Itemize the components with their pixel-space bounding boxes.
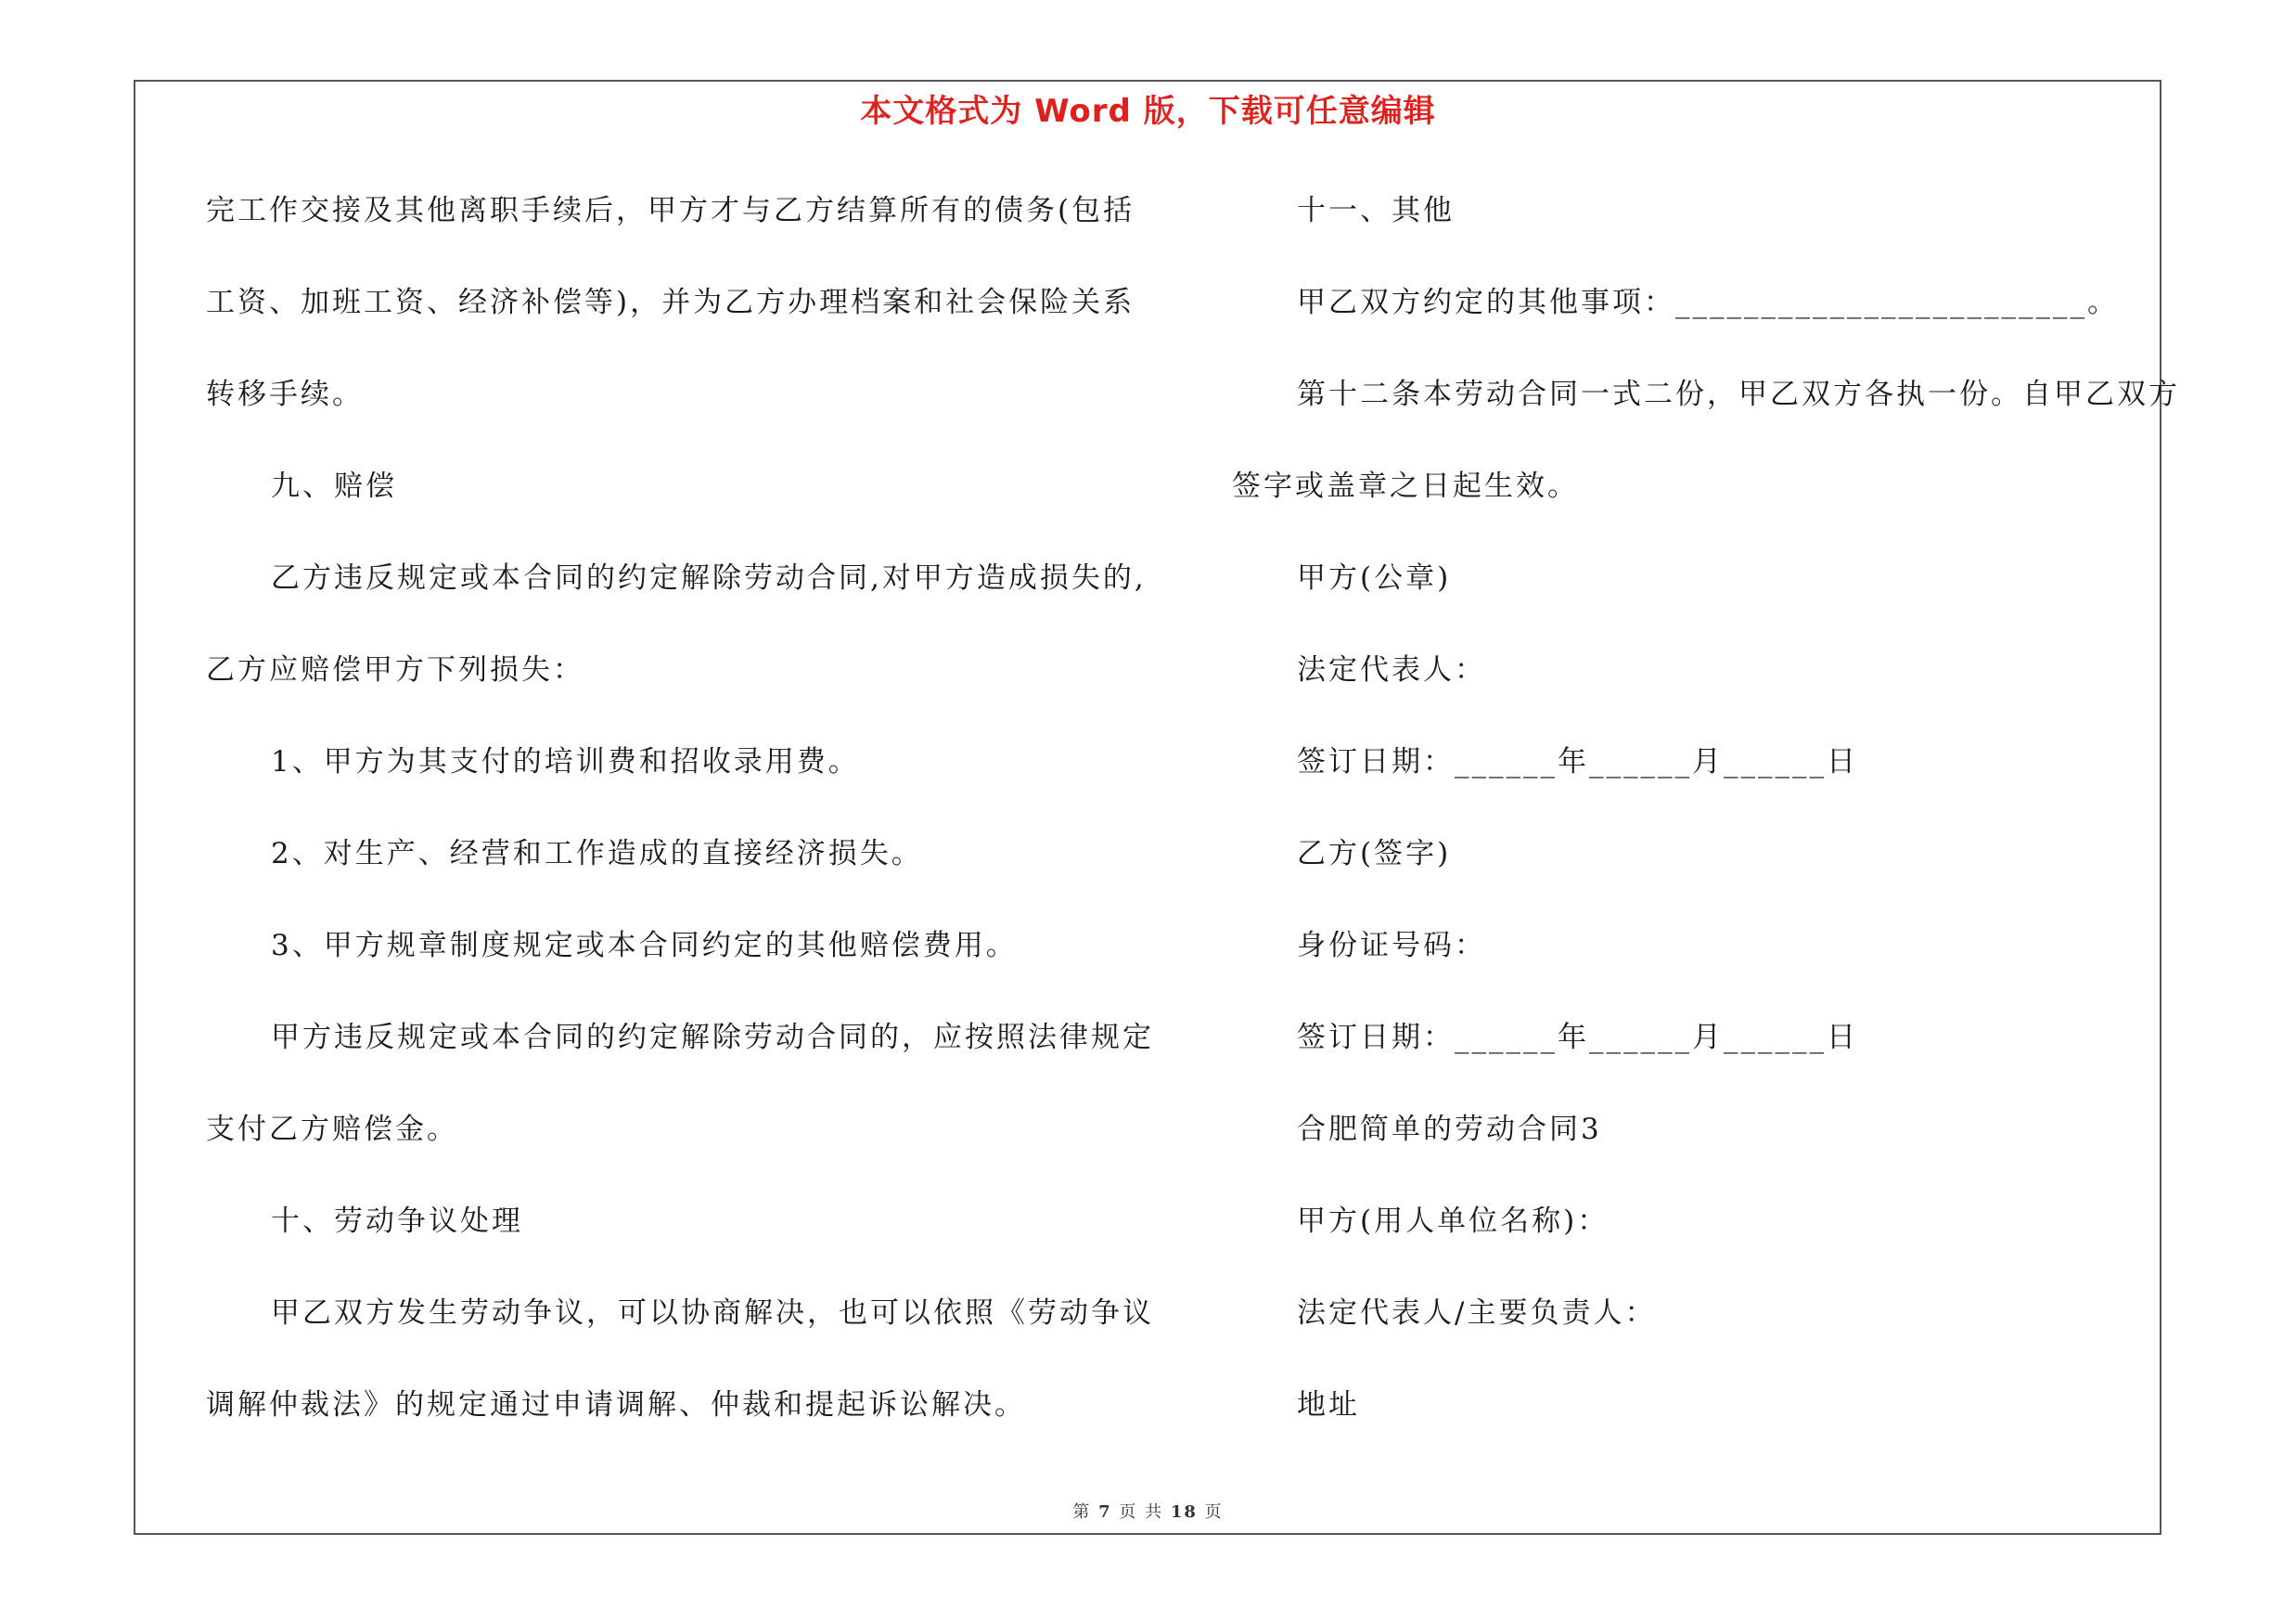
id-number-label: 身份证号码： [1297, 929, 1486, 962]
signature-legal-rep: 法定代表人： [1297, 653, 1486, 687]
footer-middle: 页 共 [1119, 1502, 1164, 1522]
paragraph-line: 签字或盖章之日起生效。 [1232, 470, 1579, 503]
signature-date-b: 签订日期：______年______月______日 [1297, 1021, 1858, 1054]
paragraph-line: 甲乙双方约定的其他事项：________________________。 [1297, 286, 2119, 319]
footer-prefix: 第 [1072, 1502, 1092, 1522]
signature-date-a: 签订日期：______年______月______日 [1297, 745, 1858, 779]
total-page-number: 18 [1170, 1502, 1198, 1522]
list-item: 2、对生产、经营和工作造成的直接经济损失。 [271, 837, 923, 870]
paragraph-line: 完工作交接及其他离职手续后，甲方才与乙方结算所有的债务(包括 [206, 194, 1135, 227]
paragraph-line: 甲乙双方发生劳动争议，可以协商解决，也可以依照《劳动争议 [271, 1296, 1154, 1330]
paragraph-line: 乙方应赔偿甲方下列损失： [206, 653, 584, 687]
signature-party-a: 甲方(公章) [1297, 561, 1452, 595]
list-item: 3、甲方规章制度规定或本合同约定的其他赔偿费用。 [271, 929, 1018, 962]
section-heading-dispute: 十、劳动争议处理 [271, 1204, 523, 1238]
paragraph-line: 工资、加班工资、经济补偿等)，并为乙方办理档案和社会保险关系 [206, 286, 1135, 319]
word-format-banner: 本文格式为 Word 版，下载可任意编辑 [860, 93, 1436, 130]
legal-rep-label: 法定代表人/主要负责人： [1297, 1296, 1657, 1330]
footer-suffix: 页 [1204, 1502, 1224, 1522]
signature-party-b: 乙方(签字) [1297, 837, 1452, 870]
paragraph-line: 甲方违反规定或本合同的约定解除劳动合同的，应按照法律规定 [271, 1021, 1154, 1054]
address-label: 地址 [1297, 1388, 1360, 1422]
paragraph-line: 第十二条本劳动合同一式二份，甲乙双方各执一份。自甲乙双方 [1297, 378, 2180, 411]
section-heading-compensation: 九、赔偿 [271, 470, 397, 503]
contract-title: 合肥简单的劳动合同3 [1297, 1113, 1602, 1146]
list-item: 1、甲方为其支付的培训费和招收录用费。 [271, 745, 860, 779]
paragraph-line: 支付乙方赔偿金。 [206, 1113, 458, 1146]
current-page-number: 7 [1098, 1502, 1112, 1522]
paragraph-line: 乙方违反规定或本合同的约定解除劳动合同,对甲方造成损失的, [271, 561, 1147, 595]
paragraph-line: 转移手续。 [206, 378, 364, 411]
employer-name-label: 甲方(用人单位名称)： [1297, 1204, 1610, 1238]
paragraph-line: 调解仲裁法》的规定通过申请调解、仲裁和提起诉讼解决。 [206, 1388, 1026, 1422]
page-number-footer [0, 1499, 2296, 1523]
section-heading-other: 十一、其他 [1297, 194, 1455, 227]
